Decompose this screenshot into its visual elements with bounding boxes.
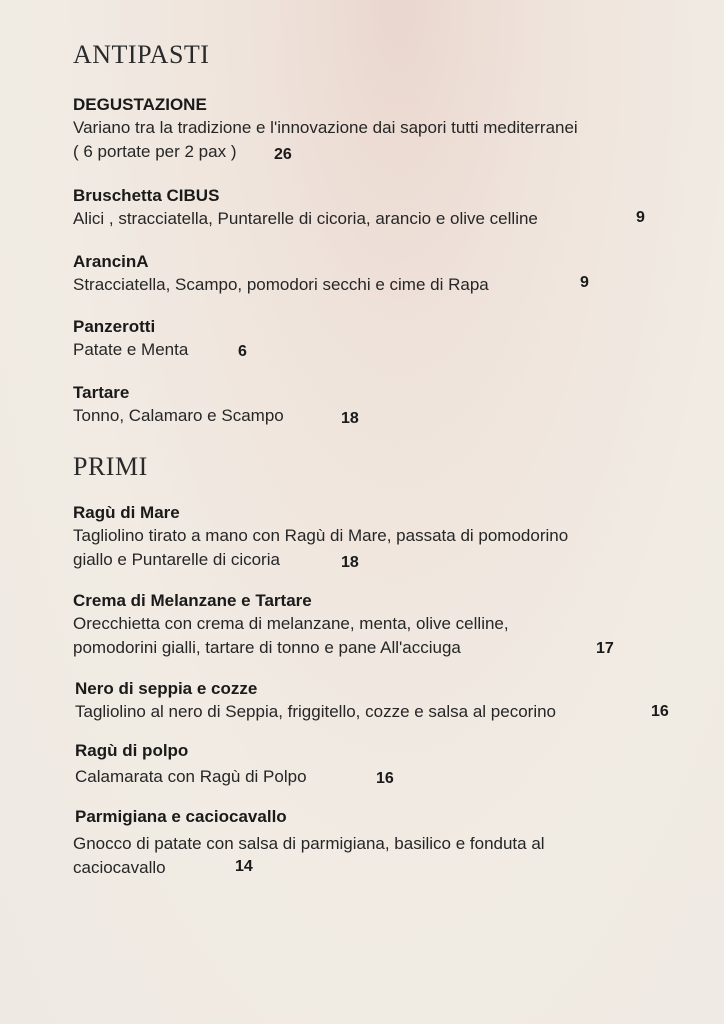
item-name: Nero di seppia e cozze: [75, 679, 258, 698]
item-description: ( 6 portate per 2 pax ): [73, 142, 237, 161]
item-name: Ragù di polpo: [75, 741, 189, 760]
item-description: Gnocco di patate con salsa di parmigiana, basilico e fonduta al: [73, 834, 545, 853]
item-name: Panzerotti: [73, 317, 156, 336]
item-description: Tonno, Calamaro e Scampo: [73, 406, 284, 425]
item-price: 17: [596, 640, 614, 657]
menu-item: [73, 316, 693, 362]
item-price: 6: [238, 343, 247, 360]
item-description: caciocavallo: [73, 858, 166, 877]
item-price: 16: [376, 770, 394, 787]
menu-item: [73, 590, 693, 660]
item-price: 16: [651, 703, 669, 720]
menu-item: [73, 251, 693, 297]
item-description: Alici , stracciatella, Puntarelle di cicoria, arancio e olive celline: [73, 209, 538, 228]
item-description: Variano tra la tradizione e l'innovazione dai sapori tutti mediterranei: [73, 118, 578, 137]
item-description: Calamarata con Ragù di Polpo: [75, 767, 307, 786]
item-name: Crema di Melanzane e Tartare: [73, 591, 312, 610]
item-price: 26: [274, 146, 292, 163]
menu-item: [75, 678, 695, 724]
item-name: DEGUSTAZIONE: [73, 95, 207, 114]
item-description: Orecchietta con crema di melanzane, menta, olive celline,: [73, 614, 509, 633]
item-description: pomodorini gialli, tartare di tonno e pane All'acciuga: [73, 638, 461, 657]
section-title-antipasti: ANTIPASTI: [73, 40, 210, 69]
item-name: Bruschetta CIBUS: [73, 186, 220, 205]
menu-item: [73, 185, 693, 231]
item-description: Tagliolino al nero di Seppia, friggitello, cozze e salsa al pecorino: [75, 702, 557, 721]
menu-item: [73, 382, 693, 428]
menu-item: [75, 740, 695, 789]
item-name: Parmigiana e caciocavallo: [75, 807, 287, 826]
item-price: 18: [341, 410, 359, 427]
item-name: Tartare: [73, 383, 130, 402]
item-description: Tagliolino tirato a mano con Ragù di Mare, passata di pomodorino: [73, 526, 569, 545]
item-name: Ragù di Mare: [73, 503, 180, 522]
item-price: 14: [235, 858, 253, 875]
item-description: giallo e Puntarelle di cicoria: [73, 550, 280, 569]
item-name: ArancinA: [73, 252, 149, 271]
menu-item: [73, 94, 693, 164]
item-price: 18: [341, 554, 359, 571]
item-description: Patate e Menta: [73, 340, 189, 359]
item-price: 9: [636, 209, 645, 226]
menu-item: [73, 502, 693, 572]
item-description: Stracciatella, Scampo, pomodori secchi e cime di Rapa: [73, 275, 489, 294]
item-price: 9: [580, 274, 589, 291]
menu-item: [73, 806, 693, 880]
section-title-primi: PRIMI: [73, 452, 148, 481]
